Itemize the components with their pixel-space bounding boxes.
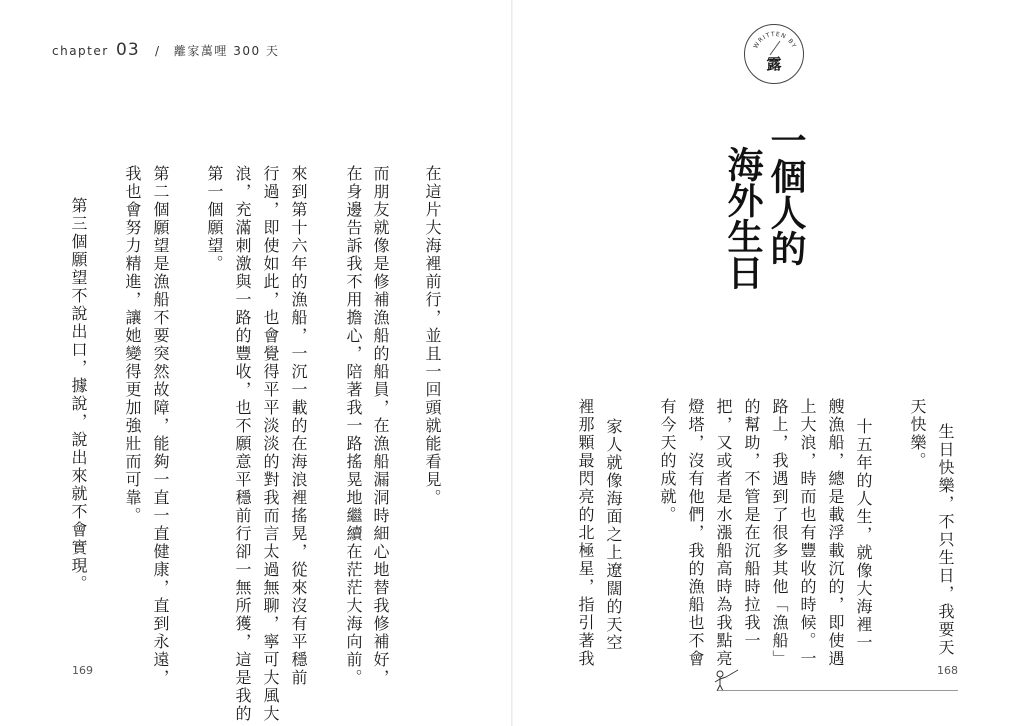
page-footer-line xyxy=(718,690,958,691)
svg-text:WRITTEN BY xyxy=(752,31,797,50)
body-column: 上大浪，時而也有豐收的時候。一 xyxy=(798,398,817,668)
body-column: 我也會努力精進，讓她變得更加強壯而可靠。 xyxy=(123,165,142,525)
body-column: 來到第十六年的漁船，一沉一載的在海浪裡搖晃，從來沒有平穩前 xyxy=(289,165,308,687)
body-column: 天快樂。 xyxy=(908,398,927,470)
body-column: 的幫助，不管是在沉船時拉我一 xyxy=(742,398,761,650)
body-column: 燈塔，沒有他們，我的漁船也不會 xyxy=(686,398,705,668)
body-column: 路上，我遇到了很多其他「漁船」 xyxy=(770,398,789,668)
body-column: 裡那顆最閃亮的北極星，指引著我 xyxy=(576,398,595,668)
body-column: 十五年的人生，就像大海裡一 xyxy=(854,418,873,652)
body-column: 行過，即使如此，也會覺得平平淡淡的對我而言太過無聊，寧可大風大 xyxy=(261,165,280,723)
body-column: 而朋友就像是修補漁船的船員，在漁船漏洞時細心地替我修補好， xyxy=(371,165,390,687)
chapter-header xyxy=(52,40,279,60)
author-seal xyxy=(744,24,804,84)
chapter-separator: / xyxy=(155,44,161,58)
body-column: 家人就像海面之上遼闊的天空 xyxy=(604,418,623,652)
body-column: 把，又或者是水漲船高時為我點亮 xyxy=(714,398,733,668)
chapter-title: 離家萬哩 300 天 xyxy=(173,44,280,58)
body-column: 第三個願望不說出口，據說，說出來就不會實現。 xyxy=(69,197,88,593)
page-number-right: 168 xyxy=(937,664,958,677)
body-column: 在這片大海裡前行，並且一回頭就能看見。 xyxy=(423,165,442,507)
body-column: 在身邊告訴我不用擔心，陪著我一路搖晃地繼續在茫茫大海向前。 xyxy=(344,165,363,687)
title-line-1: 一個人的 xyxy=(765,122,806,266)
body-column: 浪，充滿刺激與一路的豐收，也不願意平穩前行卻一無所獲，這是我的 xyxy=(233,165,252,723)
body-column: 有今天的成就。 xyxy=(658,398,677,524)
page-number-left: 169 xyxy=(72,664,93,677)
body-column: 第一個願望。 xyxy=(205,165,224,273)
body-column: 第二個願望是漁船不要突然故障，能夠一直一直健康，直到永遠， xyxy=(151,165,170,687)
book-gutter xyxy=(511,0,513,726)
body-column: 生日快樂，不只生日，我要天 xyxy=(936,423,955,657)
body-column: 艘漁船，總是載浮載沉的，即使遇 xyxy=(826,398,845,668)
author-name: 露 xyxy=(766,55,782,73)
chapter-word: chapter xyxy=(52,44,109,58)
title-line-2: 海外生日 xyxy=(722,146,763,290)
seal-arc-label: WRITTEN BY xyxy=(752,30,798,50)
chapter-number: 03 xyxy=(116,40,140,60)
